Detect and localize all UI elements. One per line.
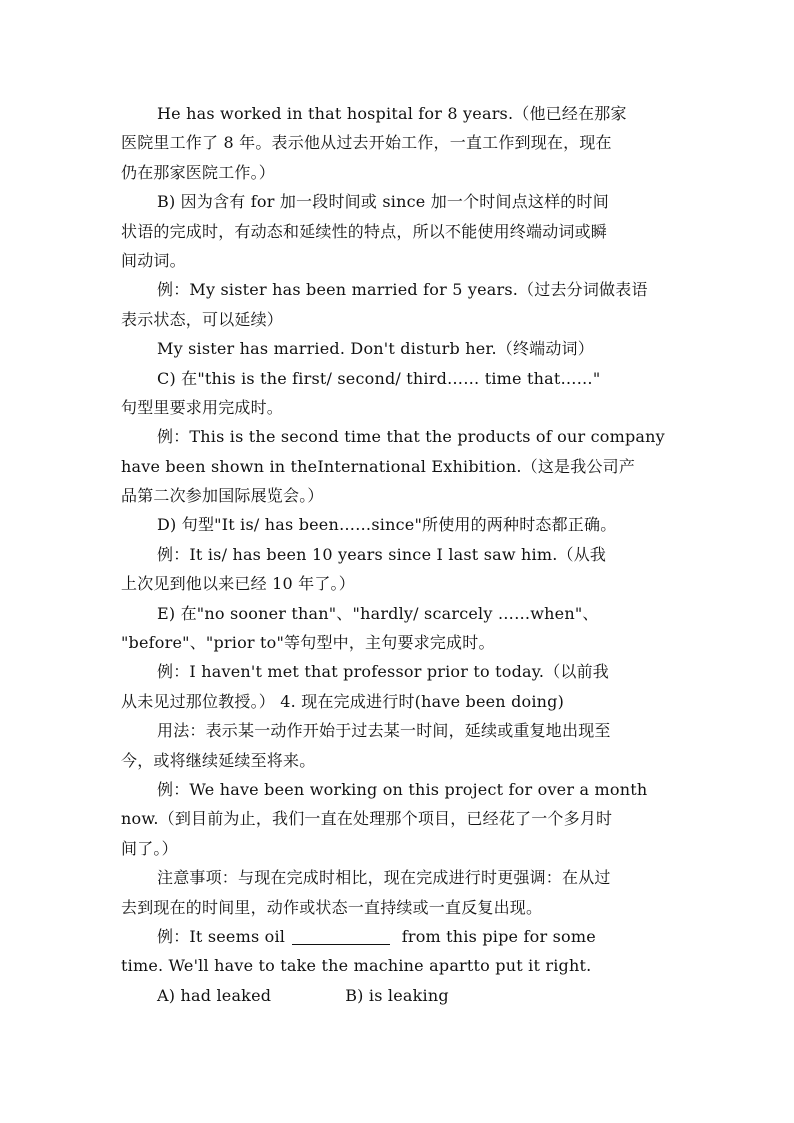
text-line: 从未见过那位教授。） 4. 现在完成进行时(have been doing)	[121, 691, 565, 711]
text-line: 例：My sister has been married for 5 years.（过去分词做表语	[157, 280, 648, 300]
text-line: 例：I haven't met that professor prior to today.（以前我	[157, 662, 609, 682]
document-body	[121, 99, 721, 1010]
answer-blank	[292, 928, 390, 945]
text-line: 例：It is/ has been 10 years since I last saw him.（从我	[157, 544, 607, 564]
exercise-question	[121, 922, 721, 951]
text-line: have been shown in theInternational Exhibition.（这是我公司产	[121, 456, 636, 476]
text-line: 仍在那家医院工作。）	[121, 162, 276, 182]
text-line: 表示状态，可以延续）	[121, 309, 284, 329]
text-line: 间动词。	[121, 250, 186, 270]
text-line: 医院里工作了 8 年。表示他从过去开始工作，一直工作到现在，现在	[121, 133, 612, 153]
option-a: A) had leaked	[157, 985, 272, 1005]
text-line: D) 句型"It is/ has been……since"所使用的两种时态都正确。	[157, 515, 617, 535]
text-line: 状语的完成时，有动态和延续性的特点，所以不能使用终端动词或瞬	[121, 221, 608, 241]
text-line: 上次见到他以来已经 10 年了。）	[121, 574, 355, 594]
text-line: 间了。）	[121, 838, 178, 858]
exercise-prefix: 例：It seems oil	[157, 926, 286, 946]
exercise-question-continued: time. We'll have to take the machine apartto put it right.	[121, 956, 592, 976]
text-line: 句型里要求用完成时。	[121, 397, 284, 417]
text-line: 去到现在的时间里，动作或状态一直持续或一直反复出现。	[121, 897, 543, 917]
text-line: My sister has married. Don't disturb her.（终端动词）	[157, 339, 594, 359]
option-b: B) is leaking	[345, 985, 449, 1005]
exercise-options	[121, 981, 721, 1010]
text-line: "before"、"prior to"等句型中，主句要求完成时。	[121, 633, 495, 653]
text-line: 用法：表示某一动作开始于过去某一时间，延续或重复地出现至	[157, 721, 611, 741]
text-line: 今，或将继续延续至将来。	[121, 750, 316, 770]
text-line: 例：This is the second time that the products of our company	[157, 427, 665, 447]
text-line: now.（到目前为止，我们一直在处理那个项目，已经花了一个多月时	[121, 809, 613, 829]
text-line: He has worked in that hospital for 8 years.（他已经在那家	[157, 104, 627, 123]
exercise-suffix: from this pipe for some	[401, 926, 596, 946]
text-line: 品第二次参加国际展览会。）	[121, 486, 324, 506]
text-line: B) 因为含有 for 加一段时间或 since 加一个时间点这样的时间	[157, 192, 609, 212]
text-line: 注意事项：与现在完成时相比，现在完成进行时更强调：在从过	[157, 868, 611, 888]
text-line: C) 在"this is the first/ second/ third…… time that……"	[157, 368, 601, 388]
text-line: 例：We have been working on this project for over a month	[157, 779, 648, 799]
text-line: E) 在"no sooner than"、"hardly/ scarcely ……when"、	[157, 603, 599, 623]
